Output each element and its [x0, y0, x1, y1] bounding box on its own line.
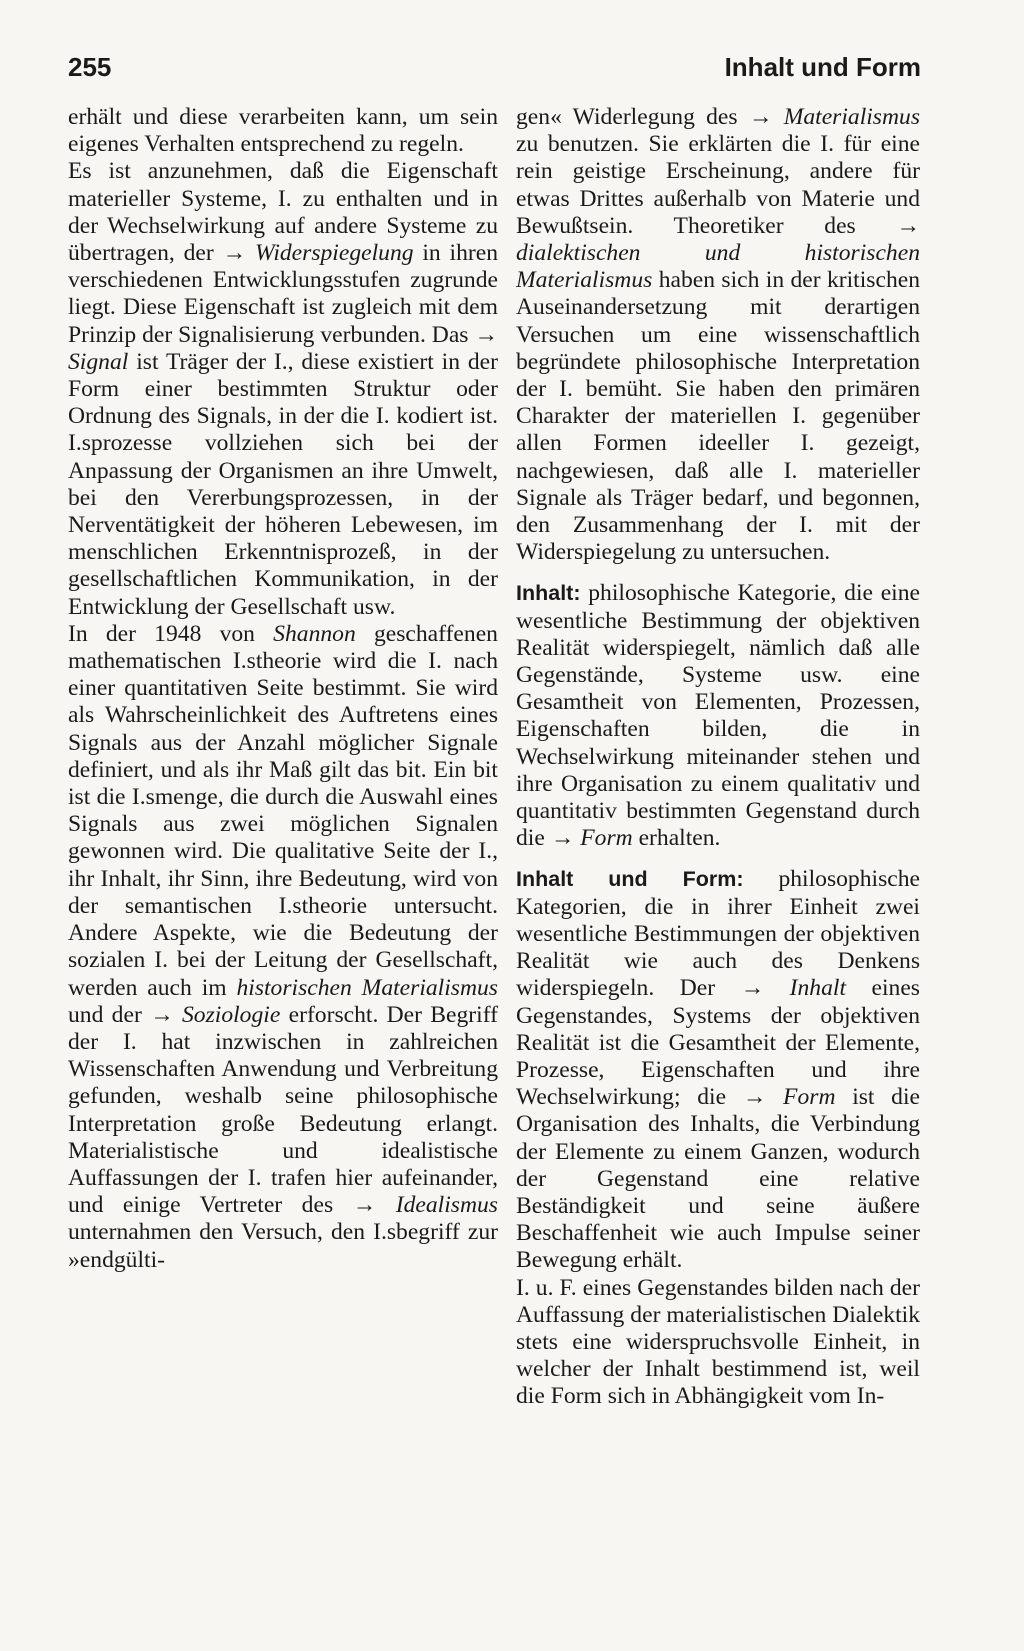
entry-term: Inhalt und Form:	[516, 867, 744, 892]
arrow-icon: →	[222, 240, 247, 267]
entry-term: Inhalt:	[516, 581, 581, 606]
page-number: 255	[68, 52, 112, 82]
right-column	[516, 104, 920, 1411]
arrow-icon: →	[896, 212, 920, 239]
cross-reference[interactable]: Idealismus	[395, 1192, 498, 1219]
running-title: Inhalt und Form	[724, 52, 921, 82]
dictionary-entry-inhalt: Inhalt: philosophische Kategorie, die eine wesentliche Bestimmung der objektiven Realität widerspiegelt, nämlich daß alle Gegenstände, Systeme usw. eine Gesamtheit von Elementen, Prozessen, Eigenschaften bilden, die in Wechselwirkung miteinander stehen und ihre Organisation zu einem qualitativ und quantitativ bestimmten Gegenstand durch die → Form erhalten.	[516, 580, 920, 852]
cross-reference[interactable]: Inhalt	[789, 975, 847, 1002]
arrow-icon: →	[550, 825, 575, 852]
left-column	[68, 104, 498, 1274]
cross-reference[interactable]: Signal	[68, 348, 129, 375]
arrow-icon: →	[474, 321, 499, 348]
cross-reference[interactable]: Soziologie	[182, 1001, 281, 1028]
arrow-icon: →	[742, 1084, 767, 1111]
arrow-icon: →	[352, 1192, 377, 1219]
paragraph: gen« Widerlegung des → Materialismus zu benutzen. Sie erklärten die I. für eine rein geistige Erscheinung, andere für etwas Drittes außerhalb von Materie und Bewußtsein. Theoretiker des → dialektischen und historischen Materialismus haben sich in der kritischen Auseinandersetzung mit derartigen Versuchen um eine wissenschaftlich begründete philosophische Interpretation der I. bemüht. Sie haben den primären Charakter der materiellen I. gegenüber allen Formen ideeller I. gezeigt, nachgewiesen, daß alle I. materieller Signale als Träger bedarf, und begonnen, den Zusammenhang der I. mit der Widerspiegelung zu untersuchen.	[516, 104, 921, 566]
person-name: Shannon	[273, 620, 356, 647]
paragraph: Es ist anzunehmen, daß die Eigenschaft materieller Systeme, I. zu enthalten und in der Wechselwirkung auf andere Systeme zu übertragen, der → Widerspiegelung in ihren verschiedenen Entwicklungsstufen zugrunde liegt. Diese Eigenschaft ist zugleich mit dem Prinzip der Signalisierung verbunden. Das → Signal ist Träger der I., diese existiert in der Form einer bestimmten Struktur oder Ordnung des Signals, in der die I. kodiert ist. I.sprozesse vollziehen sich bei der Anpassung der Organismen an ihre Umwelt, bei den Vererbungsprozessen, in der Nerventätigkeit der höheren Lebewesen, im menschlichen Erkenntnisprozeß, in der gesellschaftlichen Kommunikation, in der Entwicklung der Gesellschaft usw.	[68, 158, 499, 620]
paragraph: In der 1948 von Shannon geschaffenen mathematischen I.stheorie wird die I. nach einer quantitativen Seite bestimmt. Sie wird als Wahrscheinlichkeit des Auftretens eines Signals aus der Anzahl möglicher Signale definiert, und als ihr Maß gilt das bit. Ein bit ist die I.smenge, die durch die Auswahl eines Signals aus zwei möglichen Signalen gewonnen wird. Die qualitative Seite der I., ihr Inhalt, ihr Sinn, ihre Bedeutung, wird von der semantischen I.stheorie untersucht. Andere Aspekte, wie die Bedeutung der sozialen I. bei der Leitung der Gesellschaft, werden auch im historischen Materialismus und der → Soziologie erforscht. Der Begriff der I. hat inzwischen in zahlreichen Wissenschaften Anwendung und Verbreitung gefunden, weshalb seine philosophische Interpretation große Bedeutung erlangt. Materialistische und idealistische Auffassungen der I. trafen hier aufeinander, und einige Vertreter des → Idealismus unternahmen den Versuch, den I.sbegriff zur »endgülti-	[68, 620, 498, 1273]
cross-reference[interactable]: historischen Materialismus	[236, 974, 498, 1001]
cross-reference[interactable]: Form	[580, 825, 633, 852]
dictionary-entry-inhalt-und-form: Inhalt und Form: philosophische Kategorien, die in ihrer Einheit zwei wesentliche Bestimmungen der objektiven Realität wie auch des Denkens widerspiegeln. Der → Inhalt eines Gegenstandes, Systems der objektiven Realität ist die Gesamtheit der Elemente, Prozesse, Eigenschaften und ihre Wechselwirkung; die → Form ist die Organisation des Inhalts, die Verbindung der Elemente zu einem Ganzen, wodurch der Gegenstand eine relative Beständigkeit und seine äußere Beschaffenheit wie auch Impulse seiner Bewegung erhält.	[516, 866, 920, 1274]
arrow-icon: →	[150, 1001, 174, 1028]
cross-reference[interactable]: Form	[783, 1084, 836, 1111]
arrow-icon: →	[740, 975, 765, 1002]
cross-reference[interactable]: Materialismus	[783, 104, 921, 130]
arrow-icon: →	[748, 104, 773, 130]
paragraph: erhält und diese verarbeiten kann, um sein eigenes Verhalten entsprechend zu regeln.	[68, 104, 498, 158]
cross-reference[interactable]: Widerspiegelung	[254, 240, 414, 267]
paragraph: I. u. F. eines Gegenstandes bilden nach der Auffassung der materialistischen Dialektik stets eine widerspruchsvolle Einheit, in welcher der Inhalt bestimmend ist, weil die Form sich in Abhängigkeit vom In-	[516, 1274, 920, 1410]
cross-reference[interactable]: dialektischen und historischen Materialismus	[516, 240, 920, 294]
